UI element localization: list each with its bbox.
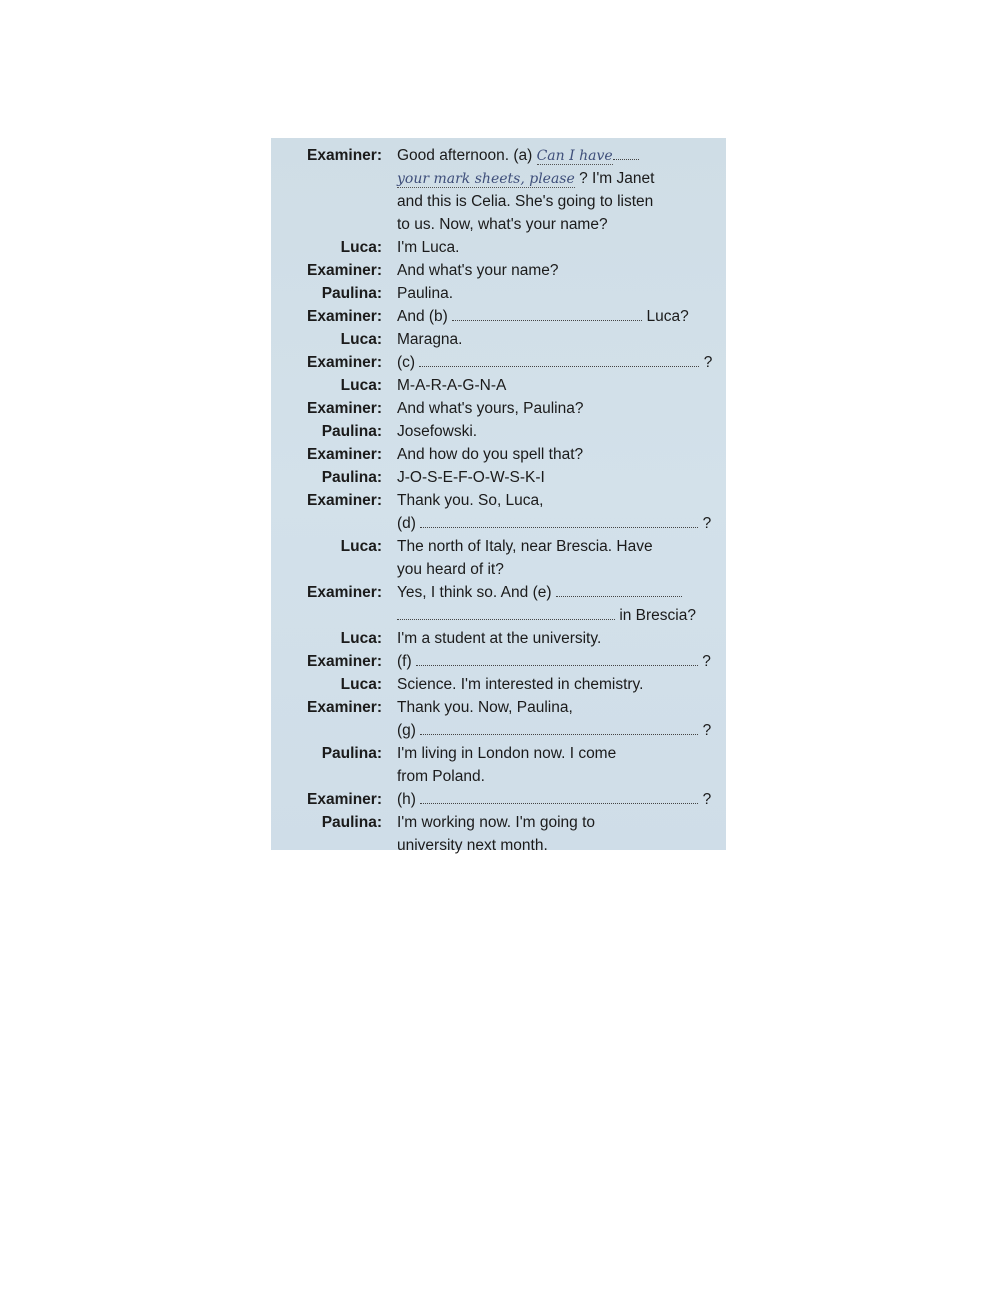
line-examiner (271, 696, 726, 719)
handwritten-answer-a: Can I have (536, 148, 613, 164)
line-examiner (271, 581, 726, 604)
line-continuation (271, 834, 726, 857)
line-text: Thank you. Now, Paulina, (397, 699, 573, 716)
line-text: I'm Luca. (397, 239, 460, 256)
line-luca (271, 374, 726, 397)
line-luca (271, 535, 726, 558)
line-text: I'm working now. I'm going to (397, 814, 596, 831)
line-text: (g) ? (397, 722, 712, 739)
line-text: in Brescia? (397, 604, 696, 627)
line-text: (d) ? (397, 515, 712, 532)
line-text: Good afternoon. (a) Can I have (397, 144, 639, 168)
line-continuation (271, 558, 726, 581)
speaker-label: Paulina: (321, 285, 382, 302)
dialogue-scan (271, 138, 726, 854)
line-text: Science. I'm interested in chemistry. (397, 676, 644, 693)
line-text: And what's your name? (397, 262, 559, 279)
line-text: The north of Italy, near Brescia. Have (397, 538, 653, 555)
line-examiner (271, 351, 726, 374)
speaker-label: Luca: (340, 630, 382, 647)
speaker-label: Examiner: (307, 147, 382, 164)
answer-blank-e[interactable] (556, 582, 682, 597)
line-luca (271, 236, 726, 259)
speaker-label: Paulina: (321, 469, 382, 486)
speaker-label: Examiner: (307, 262, 382, 279)
speaker-label: Luca: (340, 239, 382, 256)
line-continuation (271, 719, 726, 742)
line-paulina (271, 420, 726, 443)
line-paulina (271, 742, 726, 765)
answer-blank (613, 145, 639, 160)
line-text: university next month. (397, 837, 548, 854)
speaker-label: Luca: (340, 331, 382, 348)
line-examiner (271, 397, 726, 420)
speaker-label: Luca: (340, 377, 382, 394)
line-continuation (271, 512, 726, 535)
answer-blank-f[interactable] (416, 651, 698, 666)
speaker-label: Luca: (340, 538, 382, 555)
line-continuation (271, 604, 726, 627)
line-text: Maragna. (397, 331, 463, 348)
line-examiner (271, 788, 726, 811)
speaker-label: Examiner: (307, 446, 382, 463)
speaker-label: Examiner: (307, 308, 382, 325)
line-continuation (271, 765, 726, 788)
answer-blank-b[interactable] (452, 306, 642, 321)
line-text: M-A-R-A-G-N-A (397, 377, 507, 394)
answer-blank-h[interactable] (420, 789, 698, 804)
line-text: I'm a student at the university. (397, 630, 602, 647)
line-text: And how do you spell that? (397, 446, 584, 463)
line-luca (271, 673, 726, 696)
speaker-label: Examiner: (307, 400, 382, 417)
line-paulina (271, 282, 726, 305)
line-text: I'm living in London now. I come (397, 745, 617, 762)
speaker-label: Examiner: (307, 699, 382, 716)
speaker-label: Paulina: (321, 423, 382, 440)
speaker-label: Paulina: (321, 745, 382, 762)
answer-blank-c[interactable] (419, 352, 699, 367)
line-examiner (271, 650, 726, 673)
speaker-label: Examiner: (307, 492, 382, 509)
speaker-label: Examiner: (307, 653, 382, 670)
line-examiner (271, 259, 726, 282)
speaker-label: Luca: (340, 676, 382, 693)
line-text: (c) ? (397, 354, 713, 371)
speaker-label: Examiner: (307, 354, 382, 371)
line-examiner (271, 489, 726, 512)
line-continuation (271, 213, 726, 236)
line-text: (h) ? (397, 791, 712, 808)
handwritten-answer-a-cont: your mark sheets, please (397, 171, 575, 187)
answer-blank-d[interactable] (420, 513, 698, 528)
line-text: Paulina. (397, 285, 454, 302)
line-text: (f) ? (397, 653, 711, 670)
line-text: your mark sheets, please ? I'm Janet (397, 170, 655, 187)
line-text: you heard of it? (397, 561, 504, 578)
line-text: Josefowski. (397, 423, 478, 440)
answer-blank-e-cont[interactable] (397, 605, 615, 620)
line-text: Yes, I think so. And (e) (397, 581, 682, 604)
line-text: Thank you. So, Luca, (397, 492, 544, 509)
line-text: And (b) Luca? (397, 308, 689, 325)
line-examiner (271, 443, 726, 466)
line-continuation (271, 167, 726, 190)
line-luca (271, 328, 726, 351)
line-text: to us. Now, what's your name? (397, 216, 608, 233)
line-examiner (271, 144, 726, 167)
line-luca (271, 627, 726, 650)
line-text: J-O-S-E-F-O-W-S-K-I (397, 469, 545, 486)
line-continuation (271, 190, 726, 213)
line-text: And what's yours, Paulina? (397, 400, 584, 417)
line-examiner (271, 305, 726, 328)
speaker-label: Paulina: (321, 814, 382, 831)
line-paulina (271, 466, 726, 489)
answer-blank-g[interactable] (420, 720, 698, 735)
line-text: and this is Celia. She's going to listen (397, 193, 654, 210)
speaker-label: Examiner: (307, 791, 382, 808)
speaker-label: Examiner: (307, 584, 382, 601)
line-text: from Poland. (397, 768, 485, 785)
line-paulina (271, 811, 726, 834)
